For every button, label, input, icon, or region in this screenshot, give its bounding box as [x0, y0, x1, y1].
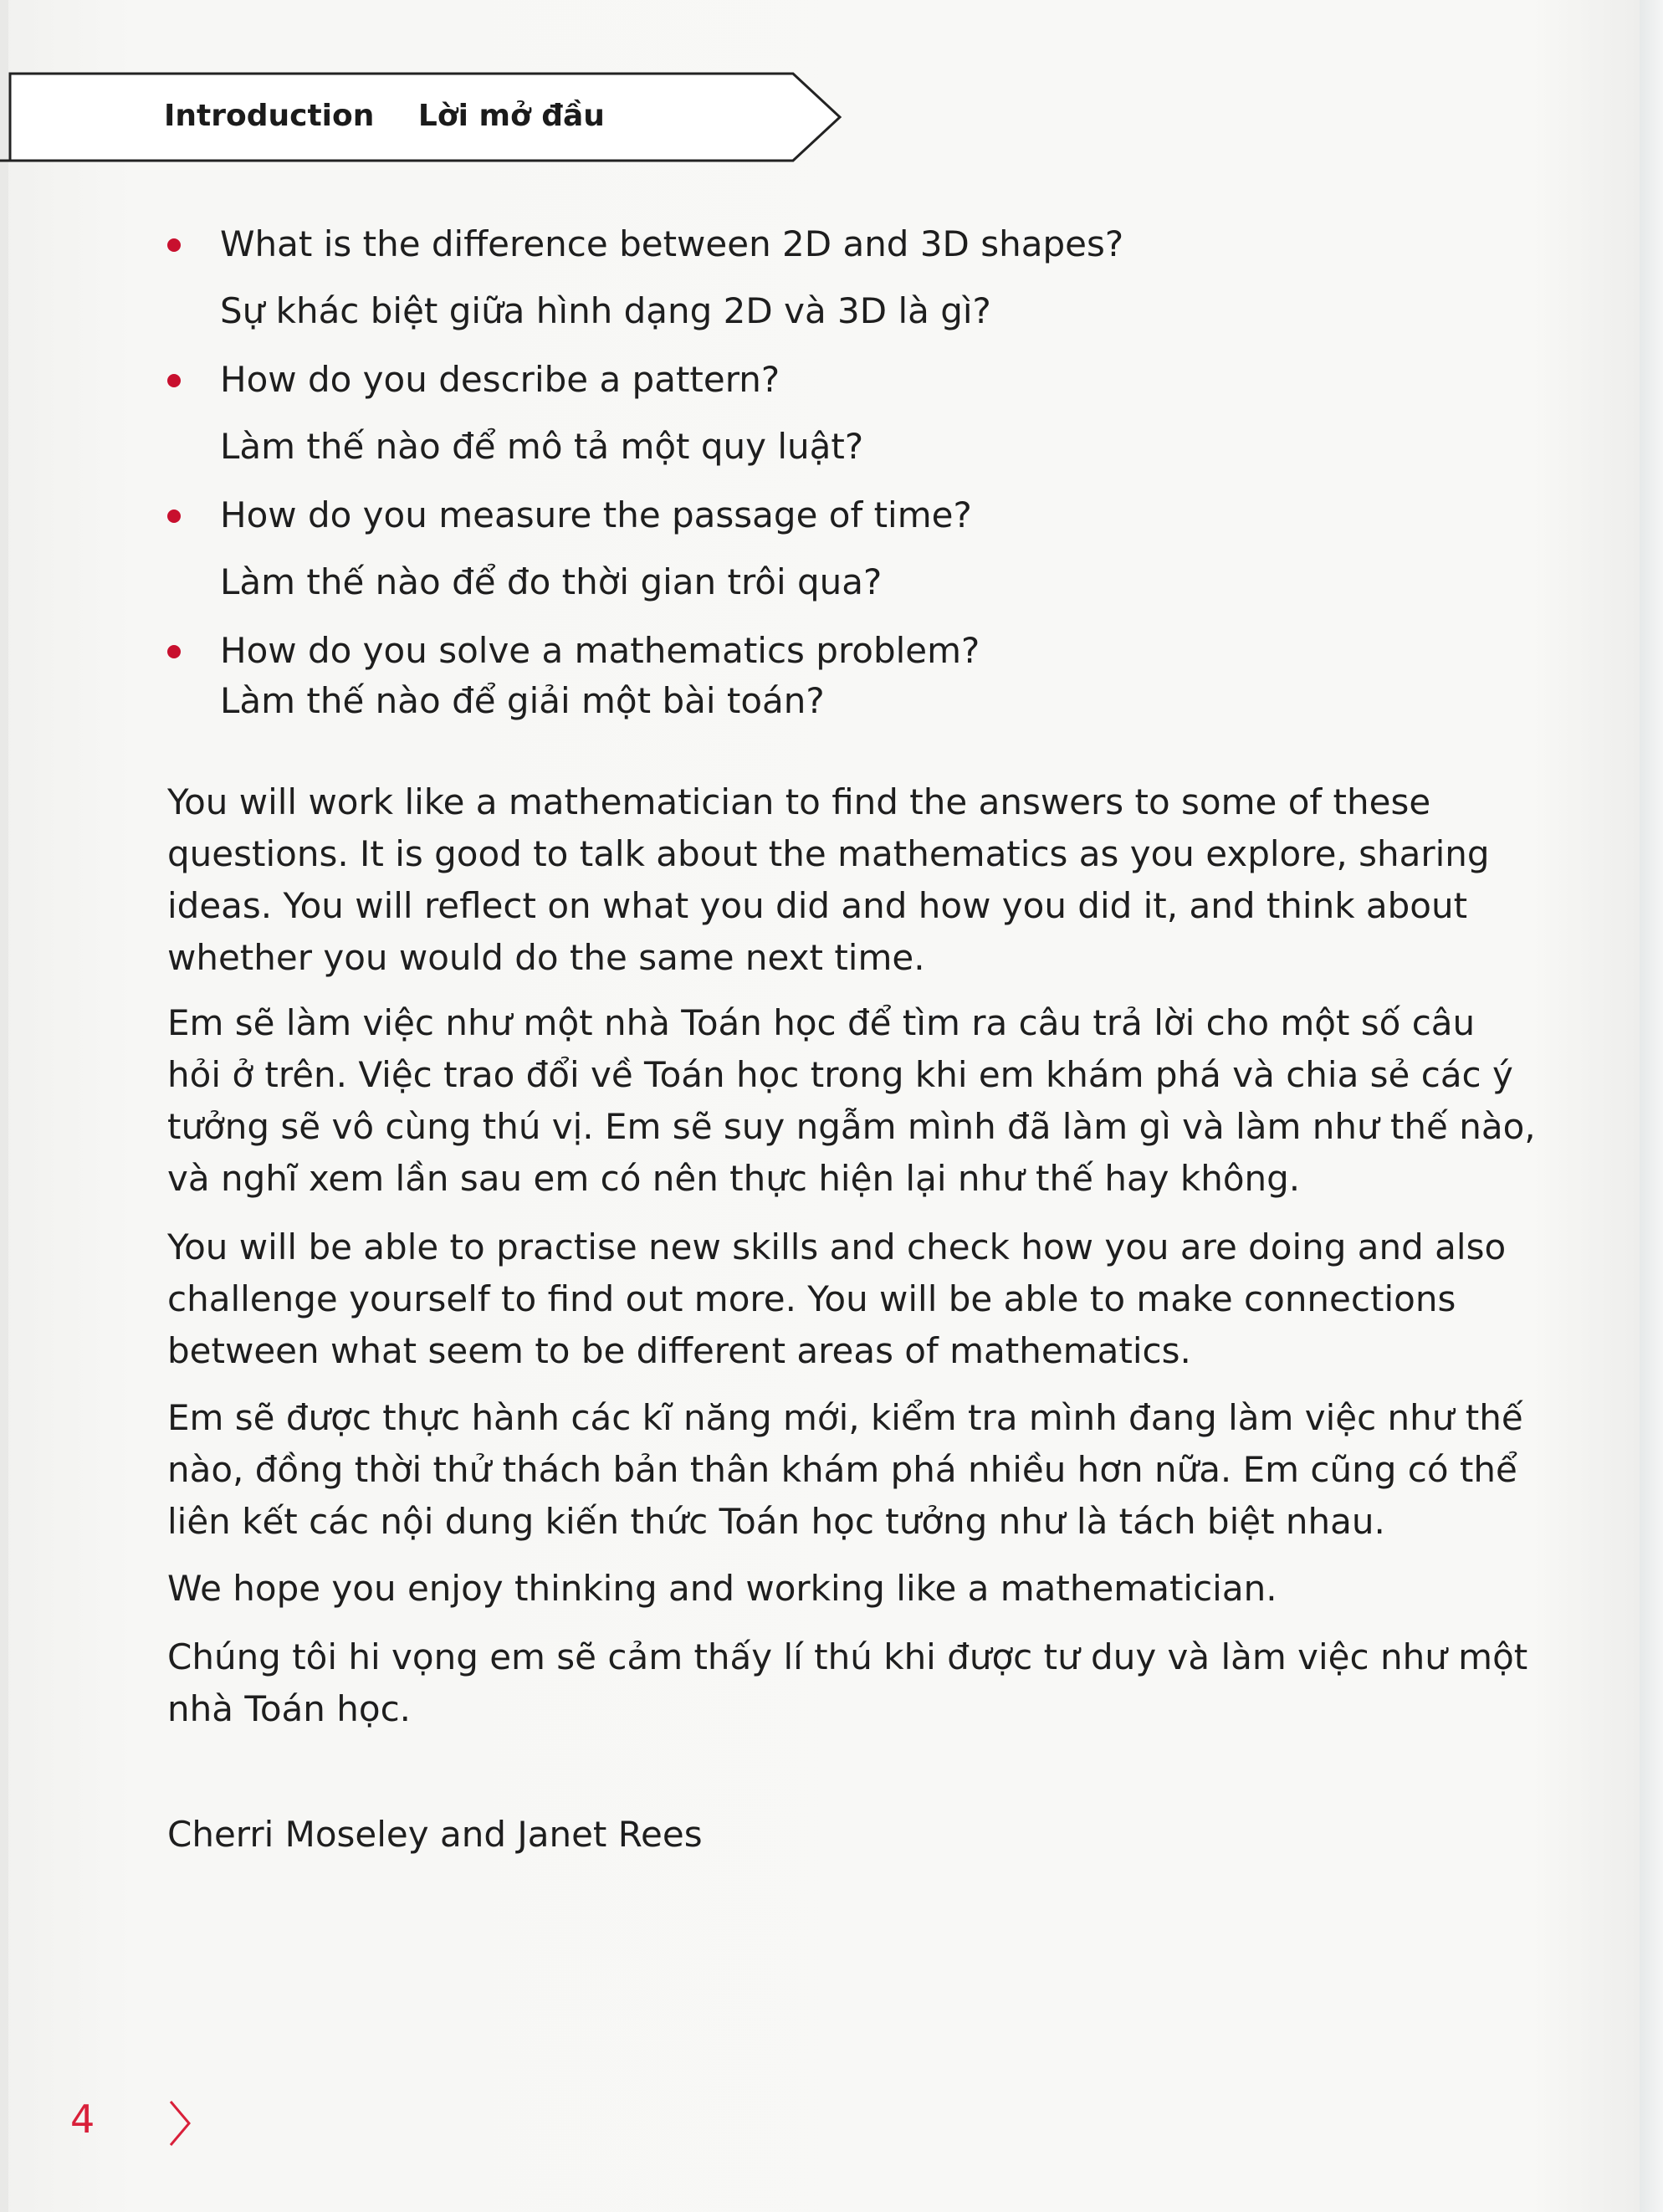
authors [167, 1809, 1539, 1861]
question-vi: Làm thế nào để đo thời gian trôi qua? [220, 561, 883, 602]
chevron-right-icon [164, 2098, 197, 2148]
paragraph-en-3 [167, 1563, 1539, 1615]
text-line: between what seem to be different areas of mathematics. [167, 1330, 1191, 1371]
text-line: nhà Toán học. [167, 1688, 412, 1729]
text-line: liên kết các nội dung kiến thức Toán học tưởng như là tách biệt nhau. [167, 1501, 1385, 1542]
text-line: nào, đồng thời thử thách bản thân khám phá nhiều hơn nữa. Em cũng có thể [167, 1449, 1517, 1490]
text-line: Em sẽ được thực hành các kĩ năng mới, kiểm tra mình đang làm việc như thế [167, 1397, 1523, 1438]
question-en: How do you measure the passage of time? [220, 494, 972, 535]
bullet-icon [167, 374, 181, 387]
author-names: Cherri Moseley and Janet Rees [167, 1814, 703, 1855]
page-number: 4 [70, 2097, 95, 2142]
paragraph-vi-2 [167, 1392, 1539, 1548]
bullet-icon [167, 509, 181, 523]
bullet-icon [167, 238, 181, 252]
header-title-en: Introduction [164, 99, 375, 133]
paragraph-vi-1 [167, 997, 1539, 1205]
text-line: questions. It is good to talk about the mathematics as you explore, sharing [167, 833, 1490, 874]
text-line: tưởng sẽ vô cùng thú vị. Em sẽ suy ngẫm mình đã làm gì và làm như thế nào, [167, 1106, 1536, 1147]
text-line: ideas. You will reflect on what you did and how you did it, and think about [167, 885, 1468, 926]
text-line: whether you would do the same next time. [167, 937, 925, 978]
text-line: Chúng tôi hi vọng em sẽ cảm thấy lí thú khi được tư duy và làm việc như một [167, 1636, 1528, 1677]
page-left-edge [0, 0, 8, 2212]
text-line: hỏi ở trên. Việc trao đổi về Toán học trong khi em khám phá và chia sẻ các ý [167, 1054, 1513, 1095]
header-title [164, 99, 605, 133]
text-line: và nghĩ xem lần sau em có nên thực hiện lại như thế hay không. [167, 1158, 1301, 1199]
question-vi: Làm thế nào để mô tả một quy luật? [220, 426, 864, 467]
question-vi: Sự khác biệt giữa hình dạng 2D và 3D là gì? [220, 290, 991, 331]
text-line: You will work like a mathematician to find the answers to some of these [167, 781, 1431, 822]
question-en: How do you solve a mathematics problem? [220, 630, 980, 671]
bullet-icon [167, 645, 181, 658]
question-vi: Làm thế nào để giải một bài toán? [220, 680, 825, 721]
paragraph-en-1 [167, 776, 1539, 984]
text-line: Em sẽ làm việc như một nhà Toán học để tìm ra câu trả lời cho một số câu [167, 1002, 1476, 1043]
question-en: What is the difference between 2D and 3D shapes? [220, 223, 1124, 264]
question-en: How do you describe a pattern? [220, 359, 780, 400]
header-title-vi: Lời mở đầu [417, 99, 605, 133]
page-right-edge [1640, 0, 1663, 2212]
paragraph-en-2 [167, 1221, 1539, 1377]
paragraph-vi-3 [167, 1631, 1539, 1735]
text-line: We hope you enjoy thinking and working like a mathematician. [167, 1568, 1277, 1609]
text-line: challenge yourself to find out more. You will be able to make connections [167, 1278, 1456, 1319]
text-line: You will be able to practise new skills and check how you are doing and also [167, 1226, 1507, 1267]
